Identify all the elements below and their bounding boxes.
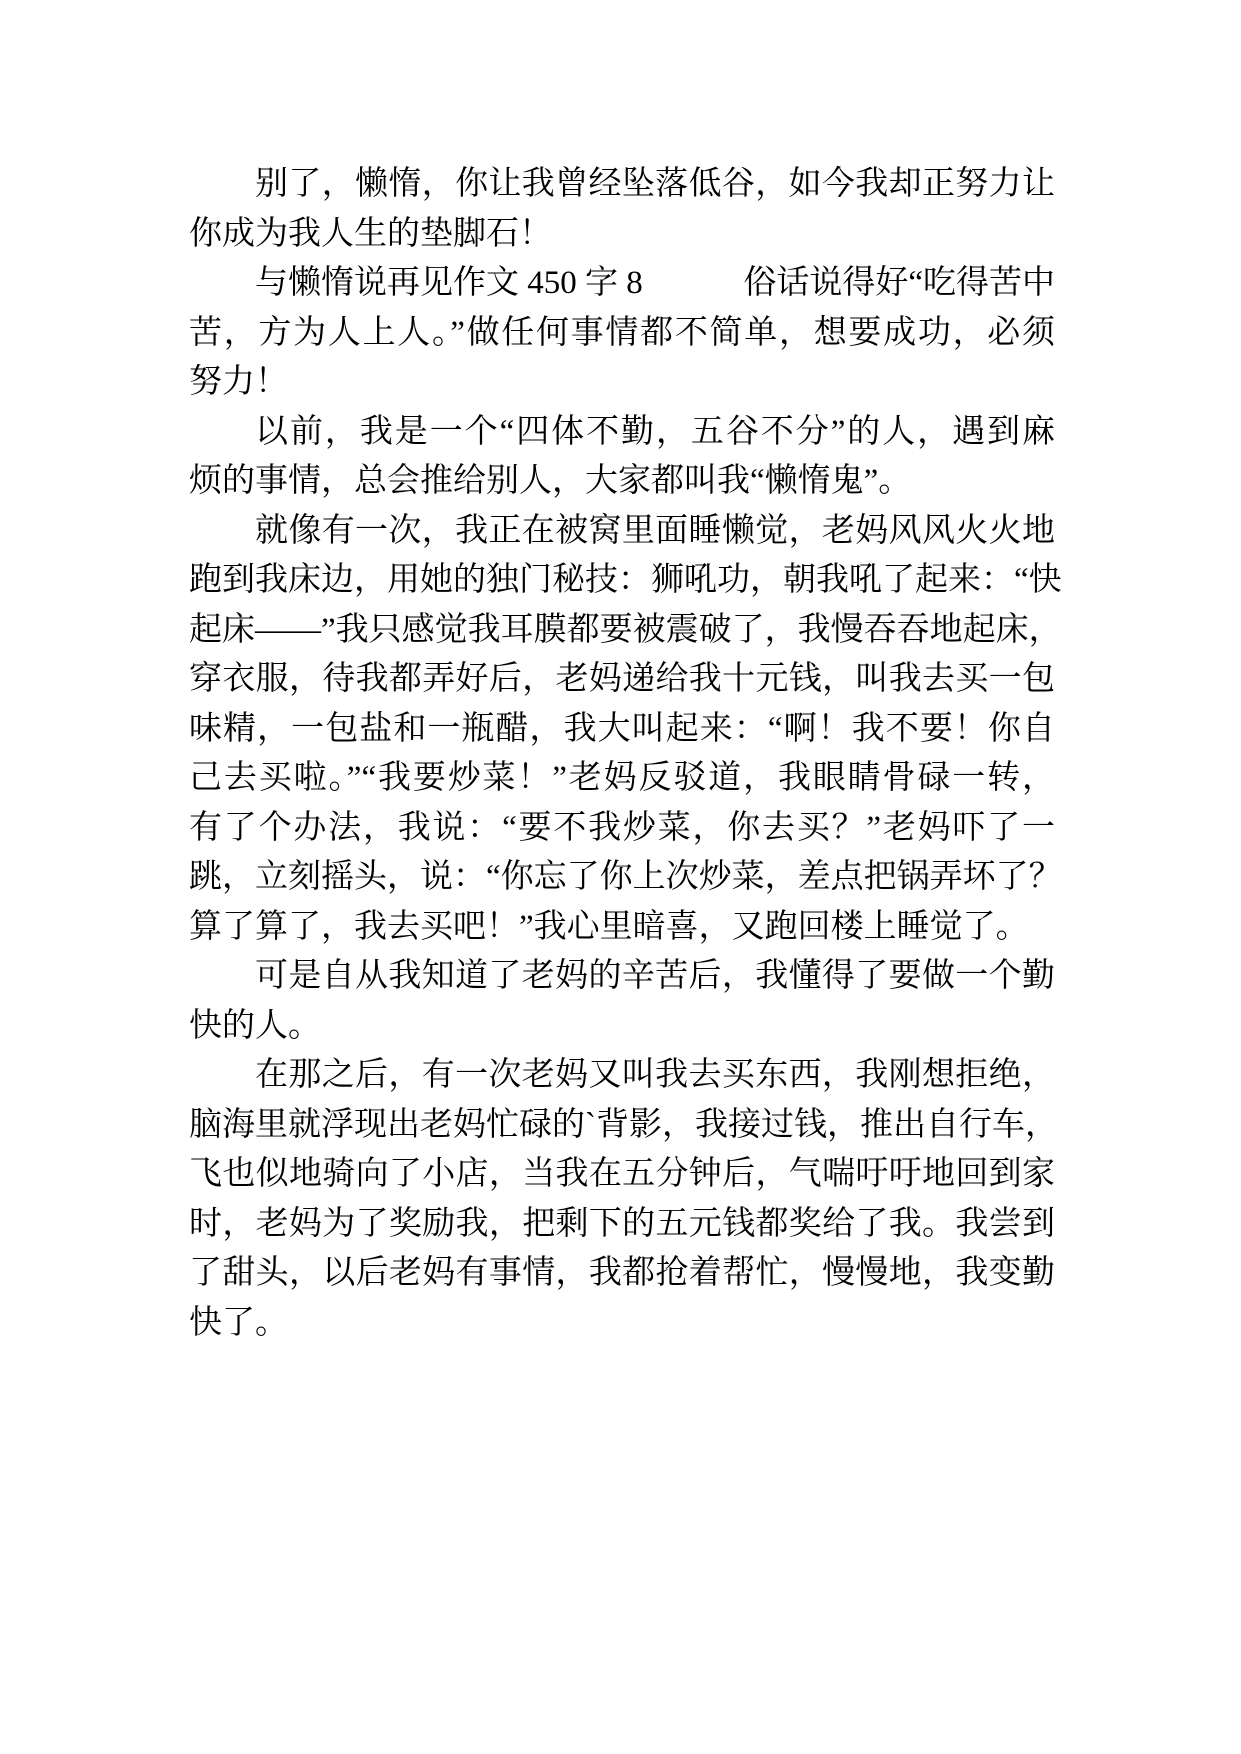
essay-heading: 与懒惰说再见作文 450 字 8 — [255, 265, 643, 301]
paragraph — [189, 507, 1062, 953]
text-line: 别了，懒惰，你让我曾经坠落低谷，如今我却正努力让 — [255, 166, 1055, 202]
text-line: 脑海里就浮现出老妈忙碌的`背影，我接过钱，推出自行车， — [189, 1106, 1058, 1143]
text-line: 穿衣服，待我都弄好后，老妈递给我十元钱，叫我去买一包 — [189, 661, 1055, 697]
document-body — [189, 160, 1062, 1348]
text-line: 跑到我床边，用她的独门秘技：狮吼功，朝我吼了起来：“快 — [189, 562, 1062, 598]
text-line: 起床——”我只感觉我耳膜都要被震破了，我慢吞吞地起床， — [189, 611, 1062, 648]
text-line: 快的人。 — [189, 1007, 321, 1044]
text-line: 快了。 — [189, 1304, 288, 1341]
text-line: 算了算了，我去买吧！”我心里暗喜，又跑回楼上睡觉了。 — [189, 908, 1029, 945]
text-line: 苦，方为人上人。”做任何事情都不简单，想要成功，必须 — [189, 314, 1055, 351]
text-line: 跳，立刻摇头，说：“你忘了你上次炒菜，差点把锅弄坏了？ — [189, 859, 1062, 895]
text-line: 时，老妈为了奖励我，把剩下的五元钱都奖给了我。我尝到 — [189, 1205, 1055, 1242]
text-line: 在那之后，有一次老妈又叫我去买东西，我刚想拒绝， — [255, 1057, 1055, 1093]
text-line: 味精，一包盐和一瓶醋，我大叫起来：“啊！我不要！你自 — [189, 710, 1055, 747]
paragraph — [189, 408, 1055, 507]
heading-line — [189, 259, 1055, 309]
text-line: 你成为我人生的垫脚石！ — [189, 215, 552, 252]
text-line: 以前，我是一个“四体不勤，五谷不分”的人，遇到麻 — [255, 413, 1055, 450]
text-line: 了甜头，以后老妈有事情，我都抢着帮忙，慢慢地，我变勤 — [189, 1255, 1055, 1291]
text-line: 己去买啦。”“我要炒菜！”老妈反驳道，我眼睛骨碌一转， — [189, 760, 1055, 796]
text-line: 飞也似地骑向了小店，当我在五分钟后，气喘吁吁地回到家 — [189, 1156, 1055, 1192]
text-line: 努力！ — [189, 364, 288, 400]
text-line: 可是自从我知道了老妈的辛苦后，我懂得了要做一个勤 — [255, 958, 1055, 994]
text-line: 烦的事情，总会推给别人，大家都叫我“懒惰鬼”。 — [189, 463, 912, 499]
paragraph — [189, 952, 1055, 1051]
text-line: 俗话说得好“吃得苦中 — [743, 265, 1055, 301]
text-line: 有了个办法，我说：“要不我炒菜，你去买？”老妈吓了一 — [189, 809, 1055, 846]
paragraph — [189, 259, 1055, 408]
text-line: 就像有一次，我正在被窝里面睡懒觉，老妈风风火火地 — [255, 512, 1055, 549]
paragraph — [189, 1051, 1058, 1348]
paragraph — [189, 160, 1055, 259]
